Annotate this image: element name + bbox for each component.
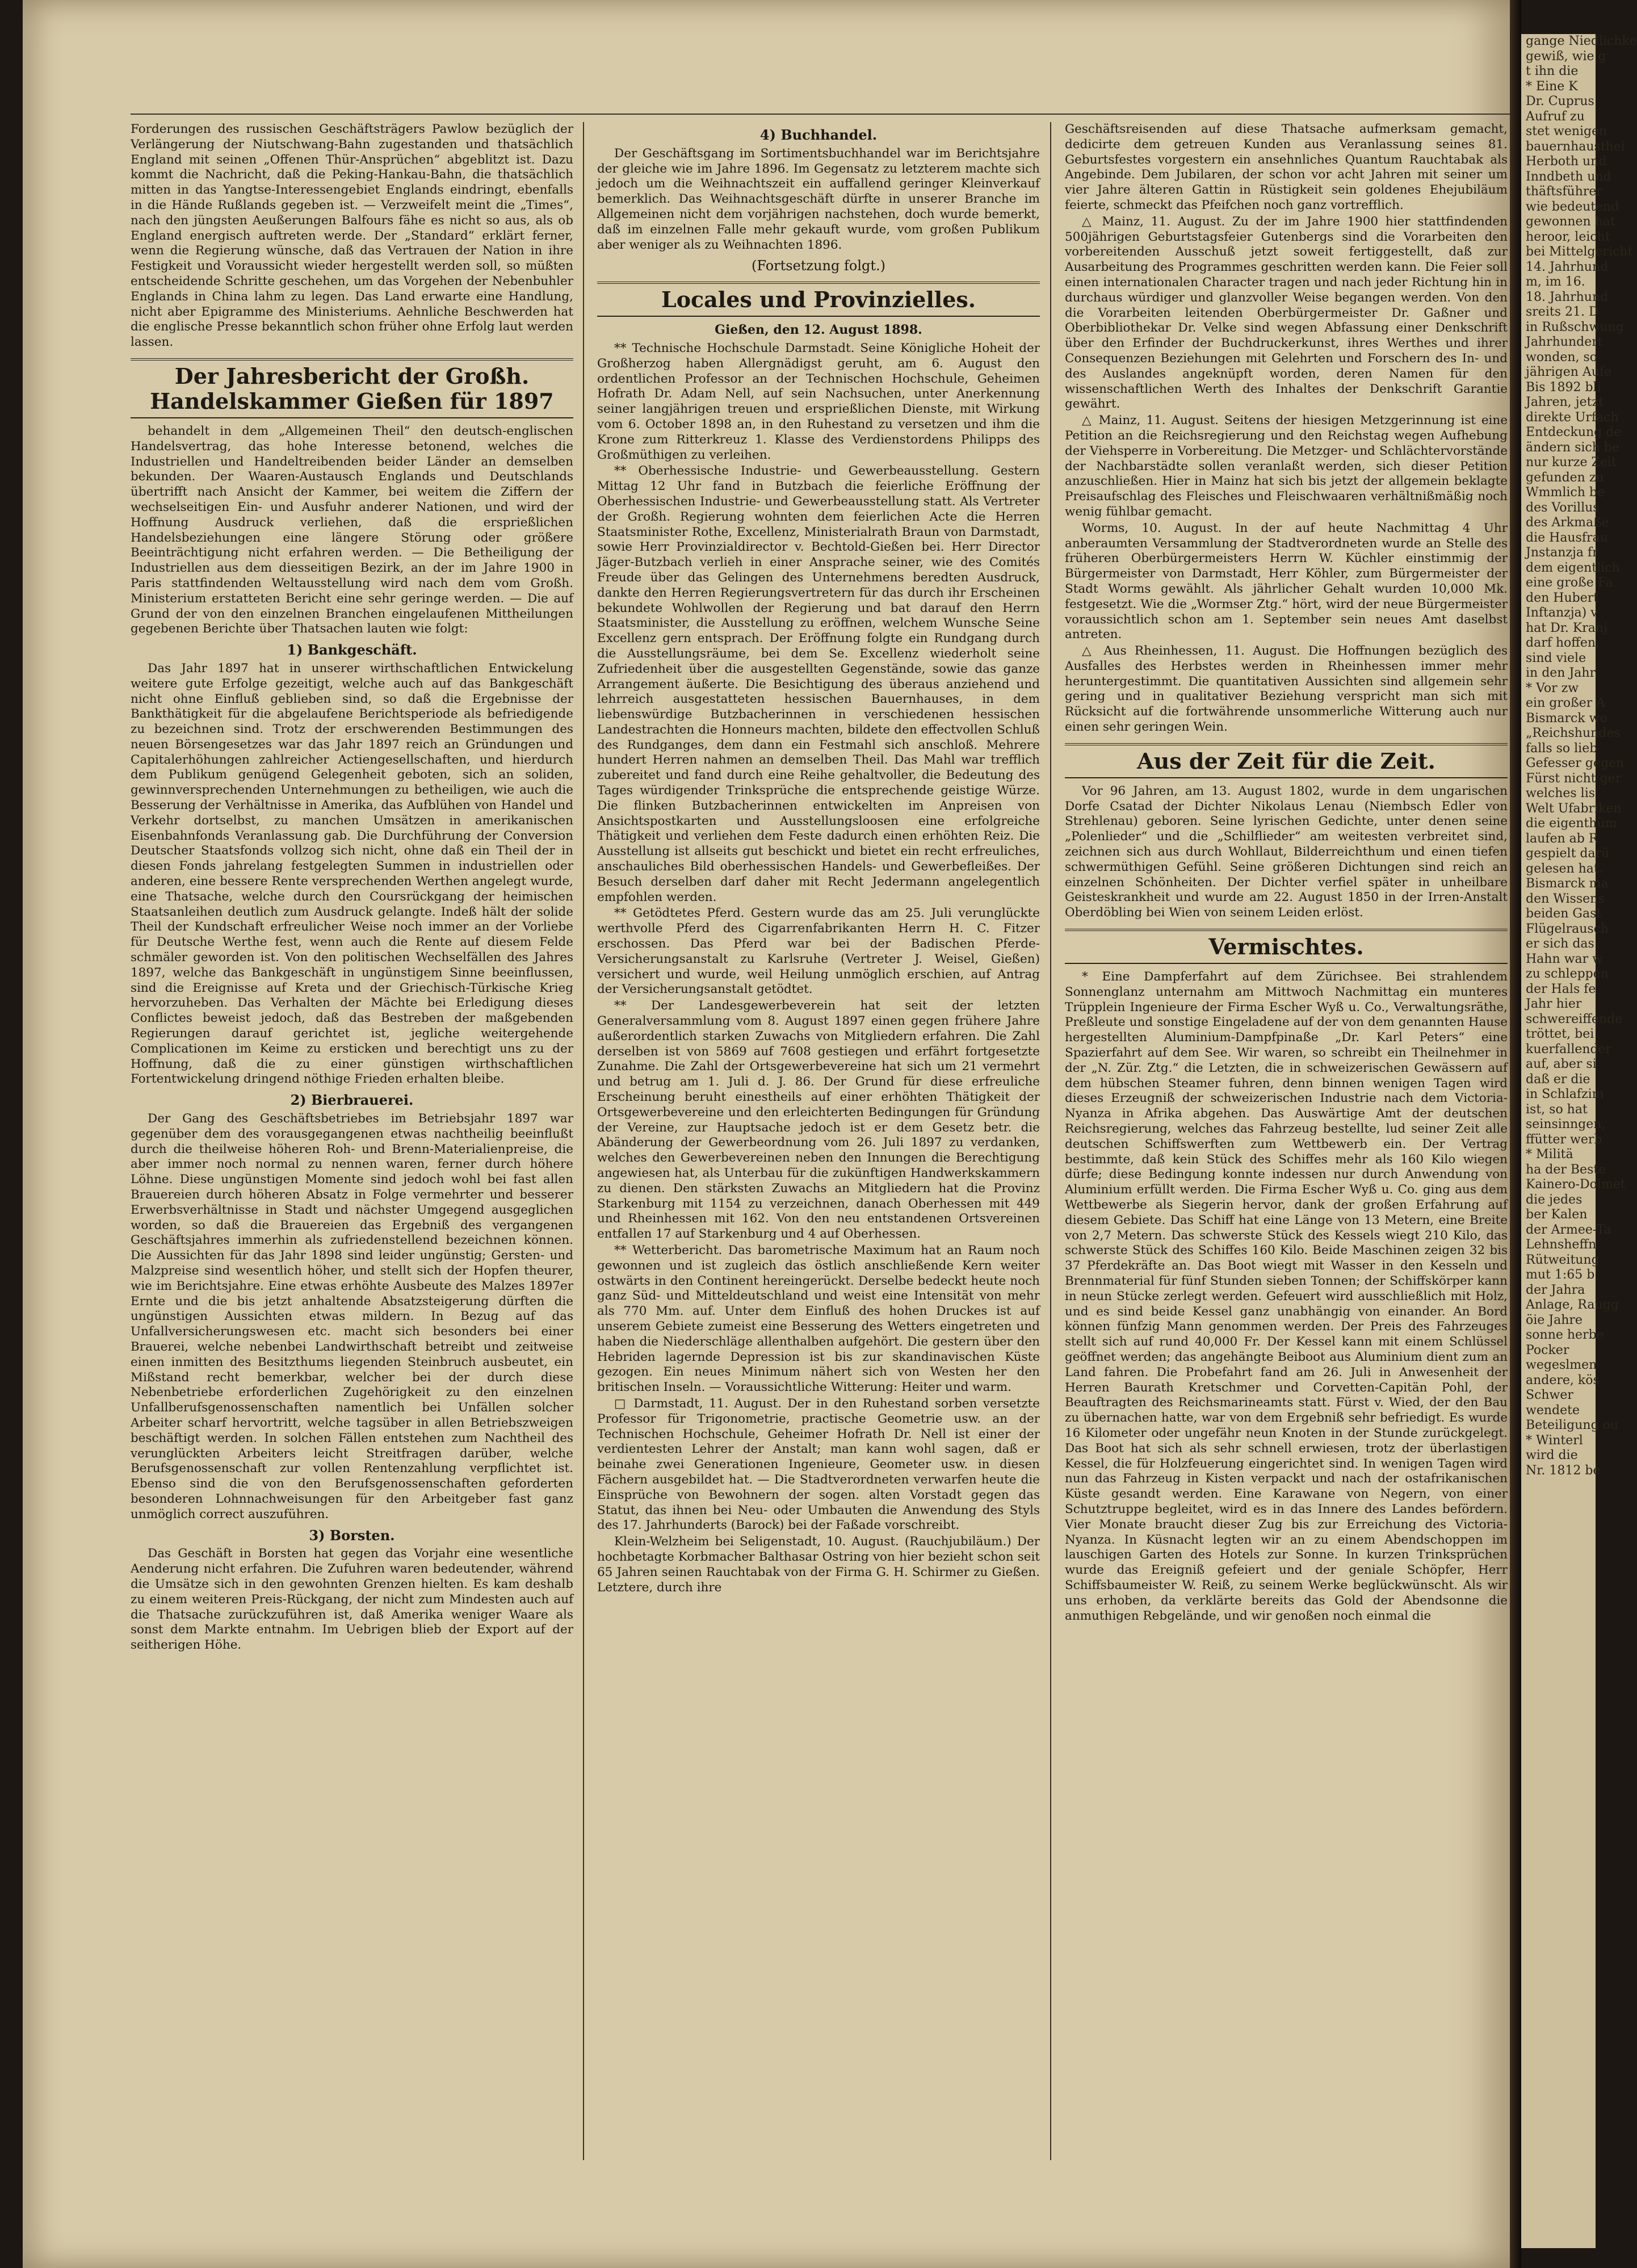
adjacent-page-line: andere, kös: [1526, 1373, 1600, 1387]
adjacent-page-line: wendete: [1526, 1403, 1580, 1418]
news-item: ** Wetterbericht. Das barometrische Maximum hat an Raum noch gewonnen und ist zugleich das östlich anschließende Kern weiter ostwärts in den Continent hereingerückt. Derselbe bedeckt heute noch ganz Süd- und Mitteldeutschland und weist eine Intensität von mehr als 770 Mm. auf. Unter dem Einfluß des hohen Druckes ist auf unserem Gebiete zumeist eine Besserung des Wetters eingetreten und haben die Niederschläge allenthalben aufgehört. Die gestern über den Hebriden lagernde Depression ist bis zur skandinavischen Küste gezogen. Ein neues Minimum nähert sich von Westen her den britischen Inseln. — Voraussichtliche Witterung: Heiter und warm.: [597, 1243, 1040, 1395]
adjacent-page-line: 18. Jahrhund: [1526, 290, 1609, 304]
adjacent-page-line: t ihn die: [1526, 64, 1579, 78]
news-item: ** Getödtetes Pferd. Gestern wurde das am 25. Juli verunglückte werthvolle Pferd des Cigarrenfabrikanten Herrn H. C. Fitzer erschossen. Das Pferd war bei der Badischen Pferde-Versicherungsanstalt zu Karlsruhe (Vertreter J. Weisel, Gießen) versichert und wurde, weil Heilung unmöglich erschien, auf Antrag der Versicherungsanstalt getödtet.: [597, 906, 1040, 997]
adjacent-page-line: Welt Ufabriken: [1526, 801, 1622, 816]
adjacent-page-line: bei Mittelgericht: [1526, 245, 1633, 259]
adjacent-page-line: öie Jahre: [1526, 1313, 1583, 1327]
adjacent-page-line: thäftsführer: [1526, 185, 1602, 199]
adjacent-page-line: ein großer A: [1526, 696, 1606, 710]
adjacent-page-line: den Hubert: [1526, 590, 1599, 605]
news-item: Vor 96 Jahren, am 13. August 1802, wurde in dem ungarischen Dorfe Csatad der Dichter Nikolaus Lenau (Niembsch Edler von Strehlenau) geboren. Seine lyrischen Gedichte, unter denen seine „Polenlieder“ und die „Schilflieder“ am weitesten verbreitet sind, zeichnen sich aus durch Wohllaut, Bilderreichthum und einen tiefen schwermüthigen Gefühl. Seine größeren Dichtungen sind reich an einzelnen Schönheiten. Der Dichter verfiel später in unheilbare Geisteskrankheit und wurde am 22. August 1850 in der Irren-Anstalt Oberdöbling bei Wien von seinem Leiden erlöst.: [1065, 783, 1508, 920]
adjacent-page-line: gewonnen hat: [1526, 215, 1615, 229]
dateline: Gießen, den 12. August 1898.: [715, 322, 922, 338]
adjacent-page-line: die jedes: [1526, 1192, 1583, 1207]
adjacent-page-line: Aufruf zu: [1526, 109, 1585, 124]
adjacent-page-line: Inftanzja) v: [1526, 606, 1598, 620]
adjacent-page-line: der Armee-Ta: [1526, 1222, 1611, 1237]
adjacent-page-line: Nr. 1812 be: [1526, 1463, 1601, 1478]
section-heading-vermischtes: Vermischtes.: [1065, 929, 1508, 964]
adjacent-page-line: ha der Beste: [1526, 1162, 1606, 1177]
article-paragraph: Der Geschäftsgang im Sortimentsbuchhandel war im Berichtsjahre der gleiche wie im Jahre 1896. Im Gegensatz zu letzterem machte sich jedoch um die Weihnachtszeit ein auffallend geringer Kleinverkauf bemerklich. Das Weihnachtsgeschäft dürfte in unserer Branche im Allgemeinen nicht dem vorjährigen nachstehen, doch wurde bemerkt, daß im einzelnen Falle mehr gekauft wurde, vom großen Publikum aber weniger als zu Weihnachten 1896.: [597, 146, 1040, 252]
article-paragraph: Das Jahr 1897 hat in unserer wirthschaftlichen Entwickelung weitere gute Erfolge gezeitigt, welche auch auf das Bankgeschäft nicht ohne Einfluß geblieben sind, so daß die Ergebnisse der Bankthätigkeit für die abgelaufene Berichtsperiode als befriedigende zu bezeichnen sind. Trotz der erschwerenden Bestimmungen des neuen Börsengesetzes war das Jahr 1897 reich an Gründungen und Capitalerhöhungen zahlreicher Actiengesellschaften, und hierdurch dem Publikum genügend Gelegenheit geboten, sich an soliden, gewinnversprechenden Unternehmungen zu betheiligen, wie auch die Besserung der Verhältnisse in Amerika, das Aufblühen von Handel und Verkehr dortselbst, zu manchen Umsätzen in amerikanischen Eisenbahnfonds Veranlassung gab. Die Durchführung der Conversion Deutscher Staatsfonds vollzog sich nicht, ohne daß ein Theil der in diesen Fonds jahrelang festgelegten Summen in industriellen oder anderen, eine bessere Rente versprechenden Werthen angelegt wurde, eine Thatsache, welche durch den Coursrückgang der heimischen Staatsanleihen deutlich zum Ausdruck gelangte. Indeß hält der solide Theil der Kundschaft erfreulicher Weise noch immer an der Vorliebe für Deutsche Werthe fest, wenn auch die Rente auf diesem Felde schmäler geworden ist. Von den politischen Wechselfällen des Jahres 1897, welche das Bankgeschäft in ungünstigem Sinne beeinflussen, sind die Ereignisse auf Kreta und der Griechisch-Türkische Krieg hervorzuheben. Das Verhalten der Mächte bei Erledigung dieses Conflictes beweist jedoch, daß das Bestreben der maßgebenden Regierungen darauf gerichtet ist, jegliche weitergehende Complicationen im Keime zu ersticken und berechtigt uns zu der Hoffnung, daß die zu einer günstigen wirthschaftlichen Fortentwickelung dringend nöthige Frieden erhalten bleibe.: [131, 661, 573, 1087]
article-paragraph: Der Gang des Geschäftsbetriebes im Betriebsjahr 1897 war gegenüber dem des vorausgegangenen etwas nachtheilig beeinflußt durch die theilweise höheren Roh- und Brenn-Materialienpreise, die aber immer noch normal zu nennen waren, ferner durch höhere Löhne. Diese ungünstigen Momente sind jedoch wohl bei fast allen Brauereien durch höheren Absatz in Folge vermehrter und besserer Erwerbsverhältnisse in Stadt und nächster Umgegend ausgeglichen worden, so daß die Brauereien das Ergebniß des vergangenen Geschäftsjahres immerhin als zufriedenstellend bezeichnen können. Die Aussichten für das Jahr 1898 sind leider ungünstig; Gersten- und Malzpreise sind wesentlich höher, und stellt sich der Hopfen theurer, wie im Berichtsjahre. Eine etwas erhöhte Ausbeute des Malzes 1897er Ernte und die bis jetzt anhaltende Absatzsteigerung dürften die ungünstigen Aussichten etwas mildern. In Bezug auf das Unfallversicherungswesen etc. macht sich besonders bei einer Brauerei, welche nebenbei Landwirthschaft betreibt und zeitweise einen inmitten des Besitzthums liegenden Steinbruch ausbeutet, ein Mißstand recht bemerkbar, welcher bei der durch diese Nebenbetriebe erforderlichen Zugehörigkeit zu den einzelnen Unfallberufsgenossenschaften namentlich bei Unfällen solcher Arbeiter scharf hervortritt, welche tagsüber in allen Betriebszweigen beschäftigt werden. In solchen Fällen entstehen zum Nachtheil des verunglückten Arbeiters leicht Streitfragen darüber, welche Berufsgenossenschaft zur vollen Rentenzahlung verpflichtet ist. Ebenso sind die von den Berufsgenossenschaften geforderten besonderen Lohnnachweisungen für den Arbeitgeber fast ganz unmöglich correct auszuführen.: [131, 1112, 573, 1521]
header-rule: [131, 114, 1516, 115]
adjacent-page-line: * Militä: [1526, 1147, 1573, 1162]
adjacent-page-line: die eigenthüm: [1526, 816, 1617, 831]
adjacent-page-line: wonden, so: [1526, 350, 1598, 364]
adjacent-page-line: kuerfallender: [1526, 1042, 1612, 1057]
adjacent-page-line: in den Jahr: [1526, 666, 1596, 680]
adjacent-page-line: sonne herbe: [1526, 1328, 1604, 1342]
column-rule: [583, 122, 584, 2160]
news-item: ** Oberhessische Industrie- und Gewerbeausstellung. Gestern Mittag 12 Uhr fand in Butzbach die feierliche Eröffnung der Oberhessischen Industrie- und Gewerbeausstellung statt. Als Vertreter der Großh. Regierung wohnten dem feierlichen Acte die Herren Staatsminister Rothe, Excellenz, Ministerialrath Braun von Darmstadt, sowie Herr Provinzialdirector v. Bechtold-Gießen bei. Herr Director Jäger-Butzbach verlieh in einer Ansprache seiner, wie des Comités Freude über das Gelingen des Unternehmens beredten Ausdruck, dankte den Herren Regierungsvertretern für das durch ihr Erscheinen bekundete Wohlwollen der Regierung und bat darauf den Herrn Staatsminister, die Ausstellung zu eröffnen, welchem Wunsche Seine Excellenz gern entsprach. Der Eröffnung folgte ein Rundgang durch die Ausstellungsräume, bei dem Se. Excellenz wiederholt seine Zufriedenheit über die ausgestellten Gegenstände, sowie das ganze Arrangement äußerte. Die Besichtigung des überaus anziehend und lehrreich ausgestatteten hessischen Bauernhauses, in dem liebenswürdige Butzbacherinnen in verschiedenen hessischen Landestrachten die Honneurs machten, bildete den effectvollen Schluß des Rundganges, dem dann ein Festmahl sich anschloß. Mehrere hundert Herren nahmen an demselben Theil. Das Mahl war trefflich zubereitet und fand durch eine Reihe gehaltvoller, die Bedeutung des Tages würdigender Trinksprüche die entsprechende geistige Würze. Die flinken Butzbacherinnen entwickelten im Anpreisen von Ansichtspostkarten und Ausstellungsloosen eine erfolgreiche Thätigkeit und verliehen dem Feste dadurch einen erhöhten Reiz. Die Ausstellung ist allseits gut beschickt und bietet ein recht erfreuliches, anschauliches Bild oberhessischen Handels- und Gewerbefleißes. Der Besuch derselben darf daher mit Recht Jedermann angelegentlich empfohlen werden.: [597, 464, 1040, 904]
adjacent-page-line: wegeslmen: [1526, 1358, 1597, 1372]
article-paragraph: Das Geschäft in Borsten hat gegen das Vorjahr eine wesentliche Aenderung nicht erfahren. Die Zufuhren waren bedeutender, während die Umsätze sich in den gewohnten Grenzen hielten. Es kam deshalb zu einem weiteren Preis-Rückgang, der nicht zum Mindesten auch auf die Thatsache zurückzuführen ist, daß Amerika weniger Waare als sonst dem Markte entnahm. Im Uebrigen blieb der Export auf der seitherigen Höhe.: [131, 1546, 573, 1653]
adjacent-page-line: darf hoffen,: [1526, 636, 1600, 650]
news-item: □ Darmstadt, 11. August. Der in den Ruhestand sorben versetzte Professor für Trigonometrie, practische Geometrie usw. an der Technischen Hochschule, Geheimer Hofrath Dr. Nell ist einer der verdientesten Lehrer der Anstalt; man kann wohl sagen, daß er beinahe zwei Generationen Ingenieure, Geometer usw. in diesen Fächern ausgebildet hat. — Die Stadtverordneten verwarfen heute die Einsprüche von Bewohnern der sogen. alten Vorstadt gegen das Statut, das ihnen bei Neu- oder Umbauten die Anwendung des Styls des 17. Jahrhunderts (Barock) bei der Faßade vorschreibt.: [597, 1396, 1040, 1533]
column-2: [597, 122, 1040, 1596]
adjacent-page-line: laufen ab R: [1526, 831, 1598, 846]
adjacent-page-line: dem eigentlich: [1526, 560, 1620, 575]
adjacent-page-line: Bis 1892 bli: [1526, 380, 1601, 395]
adjacent-page-line: tröttet, bei: [1526, 1027, 1594, 1041]
adjacent-page-line: zu schleppen: [1526, 967, 1609, 981]
adjacent-page-line: welches lis: [1526, 786, 1596, 800]
adjacent-page-line: der Jahra: [1526, 1282, 1585, 1297]
adjacent-page-line: des Arkmaße: [1526, 515, 1609, 530]
adjacent-page-line: daß er die: [1526, 1072, 1590, 1087]
adjacent-page-line: Anlage, Raugg: [1526, 1298, 1619, 1312]
adjacent-page-line: falls so lieb: [1526, 741, 1598, 756]
adjacent-page-line: der Hals fe: [1526, 982, 1596, 996]
adjacent-page-line: heroor, leicht: [1526, 229, 1610, 244]
adjacent-page-line: Hahn war w: [1526, 951, 1603, 966]
adjacent-page-line: nur kurze Zeit: [1526, 455, 1617, 469]
adjacent-page-line: wie bedeutend: [1526, 199, 1619, 214]
adjacent-page-line: * Eine K: [1526, 79, 1578, 94]
section-heading-handelskammer: Der Jahresbericht der Großh. Handelskammer Gießen für 1897: [131, 358, 573, 418]
news-item: △ Aus Rheinhessen, 11. August. Die Hoffnungen bezüglich des Ausfalles des Herbstes werden in Rheinhessen immer mehr heruntergestimmt. Die quantitativen Aussichten sind allgemein sehr gering und in qualitativer Beziehung verspricht man sich mit Rücksicht auf die fortwährende unsommerliche Witterung auch nur einen sehr geringen Wein.: [1065, 644, 1508, 735]
adjacent-page-line: ffütter werb: [1526, 1132, 1602, 1147]
adjacent-page-line: Kainero-Dolmet: [1526, 1177, 1626, 1192]
adjacent-page-line: mut 1:65 b: [1526, 1268, 1595, 1282]
subheading-bankgeschaeft: 1) Bankgeschäft.: [287, 642, 417, 659]
adjacent-page-line: die Hausfrau: [1526, 530, 1608, 545]
news-item: Klein-Welzheim bei Seligenstadt, 10. August. (Rauchjubiläum.) Der hochbetagte Korbmacher Balthasar Ostring von hier bezieht schon seit 65 Jahren seinen Rauchtabak von der Firma G. H. Schirmer zu Gießen. Letztere, durch ihre: [597, 1535, 1040, 1595]
adjacent-page-line: Fürst nicht ger: [1526, 771, 1622, 786]
adjacent-page-line: in Schlafzim: [1526, 1087, 1604, 1101]
adjacent-page-line: Bismarck wo: [1526, 711, 1607, 726]
adjacent-page-line: ändern sich be: [1526, 440, 1619, 455]
adjacent-page-line: Inndbeth und: [1526, 169, 1611, 184]
news-item: * Eine Dampferfahrt auf dem Zürichsee. Bei strahlendem Sonnenglanz unternahm am Mittwoch Nachmittag ein munteres Trüpplein Ingenieure der Firma Escher Wyß u. Co., Verwaltungsräthe, Preßleute und sonstige Eingeladene auf der von dem genannten Hause hergestellten Aluminium-Dampfpinaße „Dr. Karl Peters“ eine Spazierfahrt auf dem See. Wir waren, so schreibt ein Theilnehmer in der „N. Zür. Ztg.“ die Letzten, die in schweizerischen Gewässern auf dem hübschen Steamer fuhren, denn binnen wenigen Tagen wird dieses Erzeugniß der schweizerischen Industrie nach dem Victoria-Nyanza in Afrika abgehen. Das Auswärtige Amt der deutschen Reichsregierung, welches das Fahrzeug bestellte, lud seiner Zeit alle deutschen Schiffswerften zum Wettbewerb ein. Der Vertrag bestimmte, daß kein Stück des Schiffes mehr als 160 Kilo wiegen dürfe; diese Bedingung konnte indessen nur durch Anwendung von Aluminium erfüllt werden. Die Firma Escher Wyß u. Co. ging aus dem Wettbewerbe als Siegerin hervor, dank der großen Erfahrung auf diesem Gebiete. Das Schiff hat eine Länge von 13 Metern, eine Breite von 2,7 Metern. Das schwerste Stück des Kessels wiegt 210 Kilo, das schwerste Stück des Schiffes 160 Kilo. Beide Maschinen zeigen 32 bis 37 Pferdekräfte an. Das Boot wiegt mit Wasser in den Kesseln und Brennmaterial für fünf Stunden sieben Tonnen; der Schiffskörper kann in neun Stücke zerlegt werden. Gefeuert wird ausschließlich mit Holz, und es sind beide Kessel ganz unabhängig von einander. An Bord können fünfzig Mann genommen werden. Der Preis des Fahrzeuges stellt sich auf rund 40,000 Fr. Der Kessel kann mit einem Schlüssel geöffnet werden; das angehängte Beiboot aus Aluminium dient zum an Land fahren. Die Probefahrt fand am 26. Juli in Anwesenheit der Herren Baurath Kretschmer und Corvetten-Capitän Pohl, der Beauftragten des Reichsmarineamts statt. Fürst v. Wied, der den Bau zu übernachen hatte, war von dem Ergebniß sehr befriedigt. Es wurde 16 Kilometer oder ungefähr neun Knoten in der Stunde zurückgelegt. Das Boot hat sich als sehr schnell erwiesen, trotz der überlastigen Kessel, die für Holzfeuerung eingerichtet sind. In wenigen Tagen wird nun das Fahrzeug in Kisten verpackt und nach der ostafrikanischen Küste gesandt werden. Eine Karawane von Negern, von einer Schutztruppe begleitet, wird es in das Innere des Landes befördern. Vier Monate braucht dieser Zug bis zur Erreichung des Victoria-Nyanza. In Küsnacht legten wir an zu einem Abendschoppen im lauschigen Garten des Hotels zur Sonne. In kurzen Trinksprüchen wurde das Ereigniß gefeiert und der geniale Schöpfer, Herr Schiffsbaumeister W. Reiß, zu seinem Werke beglückwünscht. Als wir uns erhoben, da verklärte bereits das Gold der Abendsonne die anmuthigen Rebgelände, und wir genoßen noch einmal die: [1065, 970, 1508, 1623]
adjacent-page-line: auf, aber si: [1526, 1057, 1597, 1071]
adjacent-page-line: Entdeckung de: [1526, 425, 1622, 439]
news-item: Geschäftsreisenden auf diese Thatsache aufmerksam gemacht, dedicirte dem getreuen Kunden aus Veranlassung seines 81. Geburtsfestes vorgestern ein ansehnliches Quantum Rauchtabak als Angebinde. Dem Jubilaren, der schon vor acht Jahren mit seiner um vier Jahre älteren Gattin in Rüstigkeit sein goldenes Ehejubiläum feierte, schmeckt das Pfeifchen noch ganz vortrefflich.: [1065, 122, 1508, 212]
adjacent-page-line: Rütweitung: [1526, 1252, 1600, 1267]
subheading-buchhandel: 4) Buchhandel.: [759, 127, 878, 143]
adjacent-page-line: gelesen hat.: [1526, 861, 1603, 876]
adjacent-page-line: jährigen Aufe: [1526, 365, 1612, 379]
adjacent-page-line: stet wenigen: [1526, 124, 1607, 139]
adjacent-page-line: „Reichshundes: [1526, 726, 1621, 740]
adjacent-page-line: Wmmlich be: [1526, 485, 1605, 500]
adjacent-page-line: sreits 21. D: [1526, 305, 1599, 319]
adjacent-page-line: m, im 16.: [1526, 275, 1585, 289]
adjacent-page-line: gange Niedlichke: [1526, 34, 1637, 48]
section-heading-locales: Locales und Provinzielles.: [597, 282, 1040, 317]
adjacent-page-line: Jahrhundert: [1526, 335, 1603, 349]
adjacent-page-line: Flügelrausch: [1526, 921, 1609, 936]
column-1: [131, 122, 573, 1654]
adjacent-page-line: Dr. Cuprus: [1526, 94, 1594, 108]
adjacent-page-line: Jahr hier: [1526, 997, 1582, 1011]
column-rule: [1050, 122, 1051, 2160]
adjacent-page-line: Beteiligung ou: [1526, 1418, 1619, 1432]
news-item: △ Mainz, 11. August. Zu der im Jahre 1900 hier stattfindenden 500jährigen Geburtstagsfeier Gutenbergs sind die Vorarbeiten den vorbereitenden Ausschuß jetzt soweit fertiggestellt, daß zur Ausarbeitung des Programmes geschritten werden kann. Die Feier soll einen internationalen Character tragen und nach jeder Richtung hin in durchaus würdiger und glanzvoller Weise begangen werden. Von den die Vorarbeiten leitenden Oberbürgermeister Dr. Gaßner und Oberbibliothekar Dr. Velke sind wegen Abfassung einer Denkschrift über den Erfinder der Buchdruckerkunst, ihres Werthes und ihrer Consequenzen Beziehungen mit Gelehrten und Forschern des In- und des Auslandes angeknüpft worden, deren Namen für den wissenschaftlichen Werth des Inhaltes der Denkschrift Garantie gewährt.: [1065, 214, 1508, 412]
adjacent-page-line: sind viele: [1526, 651, 1586, 665]
subheading-borsten: 3) Borsten.: [309, 1527, 395, 1544]
adjacent-page-line: Lehnsheffn: [1526, 1238, 1597, 1252]
adjacent-page-line: Jnstanzja fr: [1526, 546, 1598, 560]
book-gutter: [1510, 0, 1521, 2268]
adjacent-page-line: beiden Gast: [1526, 907, 1602, 921]
news-item: △ Mainz, 11. August. Seitens der hiesigen Metzgerinnung ist eine Petition an die Reichsregierung und den Reichstag wegen Aufhebung der Viehsperre in Vorbereitung. Die Metzger- und Schlächtervorstände der Nachbarstädte sollen veranlaßt werden, sich dieser Petition anzuschließen. Hier in Mainz hat sich bis jetzt der allgemein beklagte Preisaufschlag des Fleisches und Fleischwaaren verhältnißmäßig noch wenig fühlbar gemacht.: [1065, 413, 1508, 519]
adjacent-page-line: Bismarck ma: [1526, 877, 1609, 891]
newspaper-page: [23, 0, 1510, 2268]
adjacent-page-line: bauernhausthei: [1526, 139, 1625, 154]
adjacent-page-line: gespielt darü: [1526, 846, 1610, 861]
adjacent-page-line: des Vorillus: [1526, 500, 1600, 515]
adjacent-page-line: hat Dr. Kranj: [1526, 621, 1607, 635]
adjacent-page-line: er sich das: [1526, 937, 1594, 951]
adjacent-page-line: wird die: [1526, 1448, 1578, 1462]
adjacent-page-line: 14. Jahrhund: [1526, 259, 1609, 274]
adjacent-page-edge: [1521, 34, 1637, 2248]
adjacent-page-line: gewiß, wie g: [1526, 49, 1606, 64]
adjacent-page-line: Pocker: [1526, 1343, 1569, 1357]
adjacent-page-line: * Vor zw: [1526, 681, 1579, 695]
news-item: ** Technische Hochschule Darmstadt. Seine Königliche Hoheit der Großherzog haben Allergnädigst geruht, am 6. August den ordentlichen Professor an der Technischen Hochschule, Geheimen Hofrath Dr. Adam Nell, auf sein Nachsuchen, unter Anerkennung seiner langjährigen treuen und ersprießlichen Dienste, mit Wirkung vom 6. October 1898 an, in den Ruhestand zu versetzen und ihm die Krone zum Ritterkreuz 1. Klasse des Verdienstordens Philipps des Großmüthigen zu verleihen.: [597, 341, 1040, 462]
section-heading-zeit: Aus der Zeit für die Zeit.: [1065, 743, 1508, 778]
adjacent-page-line: Gefesser gegen: [1526, 756, 1625, 770]
continuation-note: (Fortsetzung folgt.): [752, 258, 885, 274]
adjacent-page-line: ber Kalen: [1526, 1208, 1588, 1222]
adjacent-page-line: ist, so hat: [1526, 1102, 1588, 1117]
article-intro: Forderungen des russischen Geschäftsträgers Pawlow bezüglich der Verlängerung der Niutschwang-Bahn zugestanden und thatsächlich England mit seinen „Offenen Thür-Ansprüchen“ abgeblitzt ist. Dazu kommt die Nachricht, daß die Peking-Hankau-Bahn, die thatsächlich mitten in das Yangtse-Interessengebiet Englands eindringt, ebenfalls in die Hände Rußlands gegeben ist. — Verzweifelt meint die „Times“, nach den jüngsten Aeußerungen Balfours fähe es nicht so aus, als ob England energisch auftreten werde. Der „Standard“ erklärt ferner, wenn die Regierung wünsche, daß das Vertrauen der Nation in ihre Festigkeit und Voraussicht wieder hergestellt werden soll, so müßten entscheidende Schritte geschehen, um das Vorgehen der Nebenbuhler Englands in China lahm zu legen. Das Land erwarte eine Handlung, nicht aber Epigramme des Ministeriums. Aehnliche Beschwerden hat die englische Presse bekanntlich schon früher ohne Erfolg laut werden lassen.: [131, 122, 573, 350]
adjacent-page-line: in Rußschwung: [1526, 320, 1624, 334]
adjacent-page-line: Schwer: [1526, 1388, 1573, 1402]
column-3: [1065, 122, 1508, 1625]
adjacent-page-line: seinsinngen,: [1526, 1117, 1606, 1131]
subheading-bierbrauerei: 2) Bierbrauerei.: [290, 1092, 414, 1109]
adjacent-page-line: direkte Urfach: [1526, 410, 1619, 425]
adjacent-page-line: den Wissens: [1526, 891, 1605, 906]
article-paragraph: behandelt in dem „Allgemeinen Theil“ den deutsch-englischen Handelsvertrag, das hohe Interesse betonend, welches die Industriellen und Handeltreibenden beider Länder an demselben bekunden. Der Waaren-Austausch Englands und Deutschlands übertrifft nach Ansicht der Kammer, bei weitem die Ziffern der wechselseitigen Ein- und Ausfuhr anderer Nationen, und wird der Hoffnung Ausdruck verliehen, daß die ersprießlichen Handelsbeziehungen eine längere Störung oder größere Beeinträchtigung nicht erfahren werden. — Die Betheiligung der Industriellen aus dem diesseitigen Bezirk, an der im Jahre 1900 in Paris stattfindenden Weltausstellung wird nach dem vom Großh. Ministerium erstatteten Bericht eine sehr geringe werden. — Die auf Grund der von den einzelnen Branchen eingelaufenen Mittheilungen gegebenen Berichte über Thatsachen lauten wie folgt:: [131, 424, 573, 636]
news-item: ** Der Landesgewerbeverein hat seit der letzten Generalversammlung vom 8. August 1897 einen gegen frühere Jahre außerordentlich starken Zuwachs von Mitgliedern erfahren. Die Zahl derselben ist von 5869 auf 7608 gestiegen und erfährt fortgesetzte Zunahme. Die Zahl der Ortsgewerbevereine hat sich um 21 vermehrt und betrug am 1. Juli d. J. 86. Der Grund für diese erfreuliche Erscheinung beruht einestheils auf einer erhöhten Thätigkeit der Ortsgewerbevereine und den erleichterten Bedingungen für Gründung der Vereine, zur Hauptsache jedoch ist er dem Gesetz betr. die Abänderung der Gewerbeordnung vom 26. Juli 1897 zu verdanken, welches den Gewerbevereinen neben den Innungen die Berechtigung angewiesen hat, als Unterbau für die zukünftigen Handwerkskammern zu dienen. Den stärksten Zuwachs an Mitgliedern hat die Provinz Starkenburg mit 1154 zu verzeichnen, danach Oberhessen mit 449 und Rheinhessen mit 162. Von den neu entstandenen Ortsvereinen entfallen 17 auf Starkenburg und 4 auf Oberhessen.: [597, 999, 1040, 1242]
adjacent-page-line: schwereiffende: [1526, 1012, 1623, 1026]
adjacent-page-line: Jahren, jetzt: [1526, 395, 1604, 409]
adjacent-page-line: gefunden zu: [1526, 470, 1604, 485]
adjacent-page-line: eine große Fa: [1526, 576, 1613, 590]
adjacent-page-line: Herboth und: [1526, 154, 1607, 169]
news-item: Worms, 10. August. In der auf heute Nachmittag 4 Uhr anberaumten Versammlung der Stadtverordneten wurde an Stelle des früheren Oberbürgermeisters Herrn W. Küchler einstimmig der Bürgermeister von Darmstadt, Herr Köhler, zum Bürgermeister der Stadt Worms gewählt. Als jährlicher Gehalt wurden 10,000 Mk. festgesetzt. Wie die „Wormser Ztg.“ hört, wird der neue Bürgermeister voraussichtlich schon am 1. September sein neues Amt daselbst antreten.: [1065, 521, 1508, 642]
adjacent-page-line: * Winterl: [1526, 1433, 1583, 1448]
